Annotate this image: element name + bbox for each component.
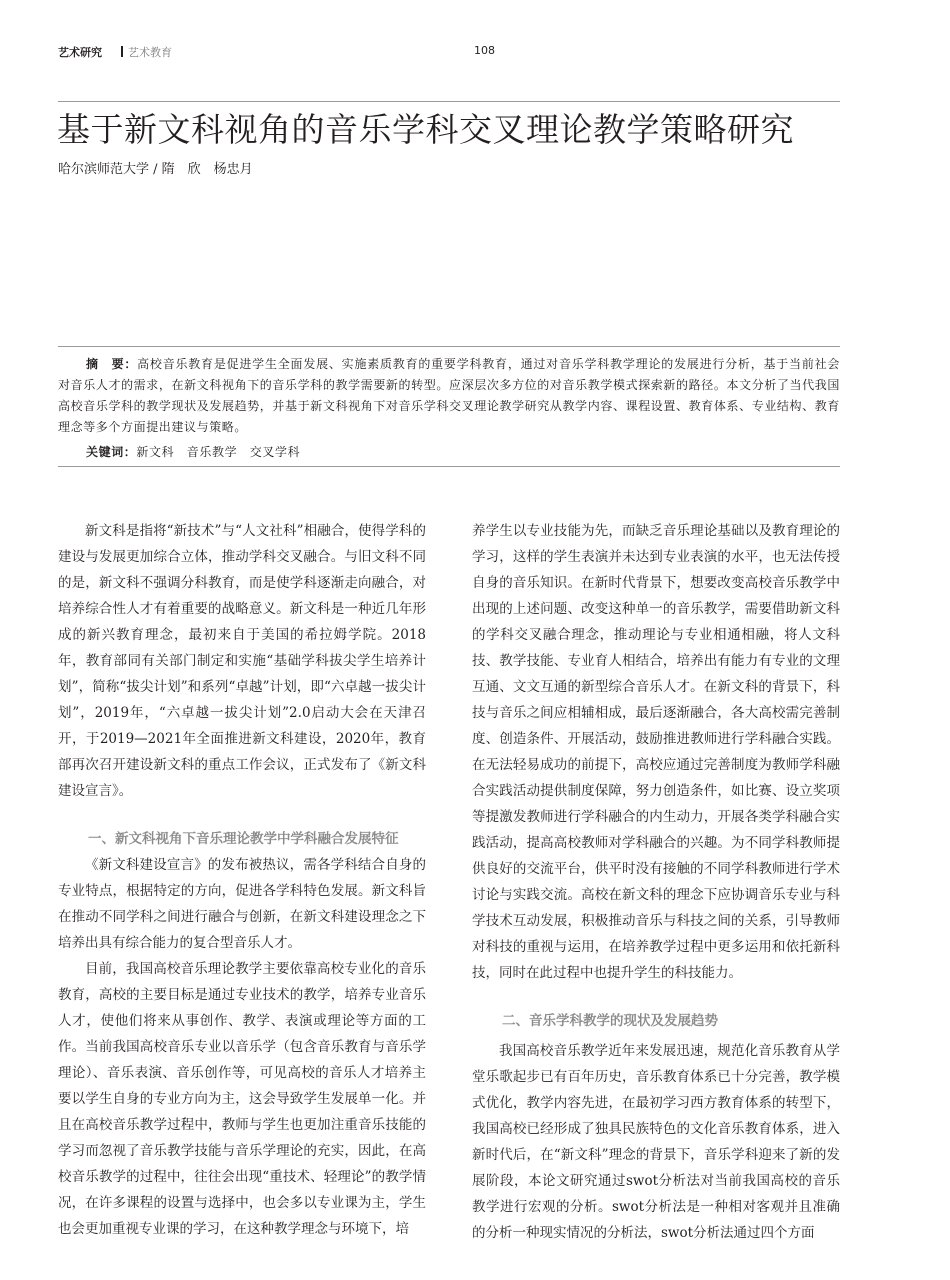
running-header — [58, 44, 898, 64]
paragraph: 目前，我国高校音乐理论教学主要依靠高校专业化的音乐教育，高校的主要目标是通过专业技术的教学，培养专业音乐人才，使他们将来从事创作、教学、表演或理论等方面的工作。当前我国高校音乐专业以音乐学（包含音乐教育与音乐学理论）、音乐表演、音乐创作等，可见高校的音乐人才培养主要以学生自身的专业方向为主，这会导致学生发展单一化。并且在高校音乐教学过程中，教师与学生也更加注重音乐技能的学习而忽视了音乐教学技能与音乐学理论的充实，因此，在高校音乐教学的过程中，往往会出现“重技术、轻理论”的教学情况，在许多课程的设置与选择中，也会多以专业课为主，学生也会更加重视专业课的学习，在这种教学理念与环境下，培 — [58, 961, 426, 1237]
abstract-bottom-rule — [58, 466, 840, 467]
keywords-label: 关键词： — [86, 445, 137, 459]
abstract-top-rule — [58, 346, 840, 347]
column-label: 艺术教育 — [128, 46, 172, 59]
body-column-right — [472, 518, 840, 1246]
paragraph: 新文科是指将“新技术”与“人文社科”相融合，使得学科的建设与发展更加综合立体，推动学科交叉融合。与旧文科不同的是，新文科不强调分科教育，而是使学科逐渐走向融合，对培养综合性人才有着重要的战略意义。新文科是一种近几年形成的新兴教育理念，最初来自于美国的希拉姆学院。2018年，教育部同有关部门制定和实施“基础学科拔尖学生培养计划”，简称“拔尖计划”和系列“卓越”计划，即“六卓越一拔尖计划”，2019年，“六卓越一拔尖计划”2.0启动大会在天津召开，于2019—2021年全面推进新文科建设，2020年，教育部再次召开建设新文科的重点工作会议，正式发布了《新文科建设宣言》。 — [58, 523, 426, 799]
section-heading-2: 二、音乐学科教学的现状及发展趋势 — [502, 1013, 718, 1029]
abstract — [58, 354, 840, 438]
section-heading-1: 一、新文科视角下音乐理论教学中学科融合发展特征 — [88, 831, 399, 847]
keywords-text: 新文科 音乐教学 交叉学科 — [136, 445, 301, 459]
body-column-left — [58, 518, 426, 1242]
paragraph: 养学生以专业技能为先，而缺乏音乐理论基础以及教育理论的学习，这样的学生表演并未达到专业表演的水平，也无法传授自身的音乐知识。在新时代背景下，想要改变高校音乐教学中出现的上述问题、改变这种单一的音乐教学，需要借助新文科的学科交叉融合理念，推动理论与专业相通相融，将人文科技、教学技能、专业育人相结合，培养出有能力有专业的文理互通、文文互通的新型综合音乐人才。在新文科的背景下，科技与音乐之间应相辅相成，最后逐渐融合，各大高校需完善制度、创造条件、开展活动，鼓励推进教师进行学科融合实践。在无法轻易成功的前提下，高校应通过完善制度为教师学科融合实践活动提供制度保障，努力创造条件，如比赛、设立奖项等提激发教师进行学科融合的内生动力，开展各类学科融合实践活动，提高高校教师对学科融合的兴趣。为不同学科教师提供良好的交流平台，供平时没有接触的不同学科教师进行学术讨论与实践交流。高校在新文科的理念下应协调音乐专业与科学技术互动发展，积极推动音乐与科技之间的关系，引导教师对科技的重视与运用，在培养教学过程中更多运用和依托新科技，同时在此过程中也提升学生的科技能力。 — [472, 523, 840, 981]
author-byline: 哈尔滨师范大学 / 隋 欣 杨忠月 — [58, 162, 253, 177]
header-divider — [121, 46, 123, 57]
paragraph: 我国高校音乐教学近年来发展迅速，规范化音乐教育从学堂乐歌起步已有百年历史，音乐教育体系已十分完善，教学模式优化，教学内容先进，在最初学习西方教育体系的转型下，我国高校已经形成了独具民族特色的文化音乐教育体系，进入新时代后，在“新文科”理念的背景下，音乐学科迎来了新的发展阶段，本论文研究通过swot分析法对当前我国高校的音乐教学进行宏观的分析。swot分析法是一种相对客观并且准确的分析一种现实情况的分析法，swot分析法通过四个方面 — [472, 1043, 840, 1241]
abstract-text: 高校音乐教育是促进学生全面发展、实施素质教育的重要学科教育，通过对音乐学科教学理论的发展进行分析，基于当前社会对音乐人才的需求，在新文科视角下的音乐学科的教学需要新的转型。应深层次多方位的对音乐教学模式探索新的路径。本文分析了当代我国高校音乐学科的教学现状及发展趋势，并基于新文科视角下对音乐学科交叉理论教学研究从教学内容、课程设置、教育体系、专业结构、教育理念等多个方面提出建议与策略。 — [58, 357, 840, 434]
page-number: 108 — [474, 44, 495, 57]
title-rule — [58, 101, 840, 102]
article-title: 基于新文科视角的音乐学科交叉理论教学策略研究 — [57, 110, 794, 149]
keywords — [86, 442, 300, 462]
section-label: 艺术研究 — [58, 46, 102, 59]
abstract-label: 摘 要： — [86, 357, 138, 371]
paragraph: 《新文科建设宣言》的发布被热议，需各学科结合自身的专业特点，根据特定的方向，促进各学科特色发展。新文科旨在推动不同学科之间进行融合与创新，在新文科建设理念之下培养出具有综合能力的复合型音乐人才。 — [58, 857, 426, 951]
